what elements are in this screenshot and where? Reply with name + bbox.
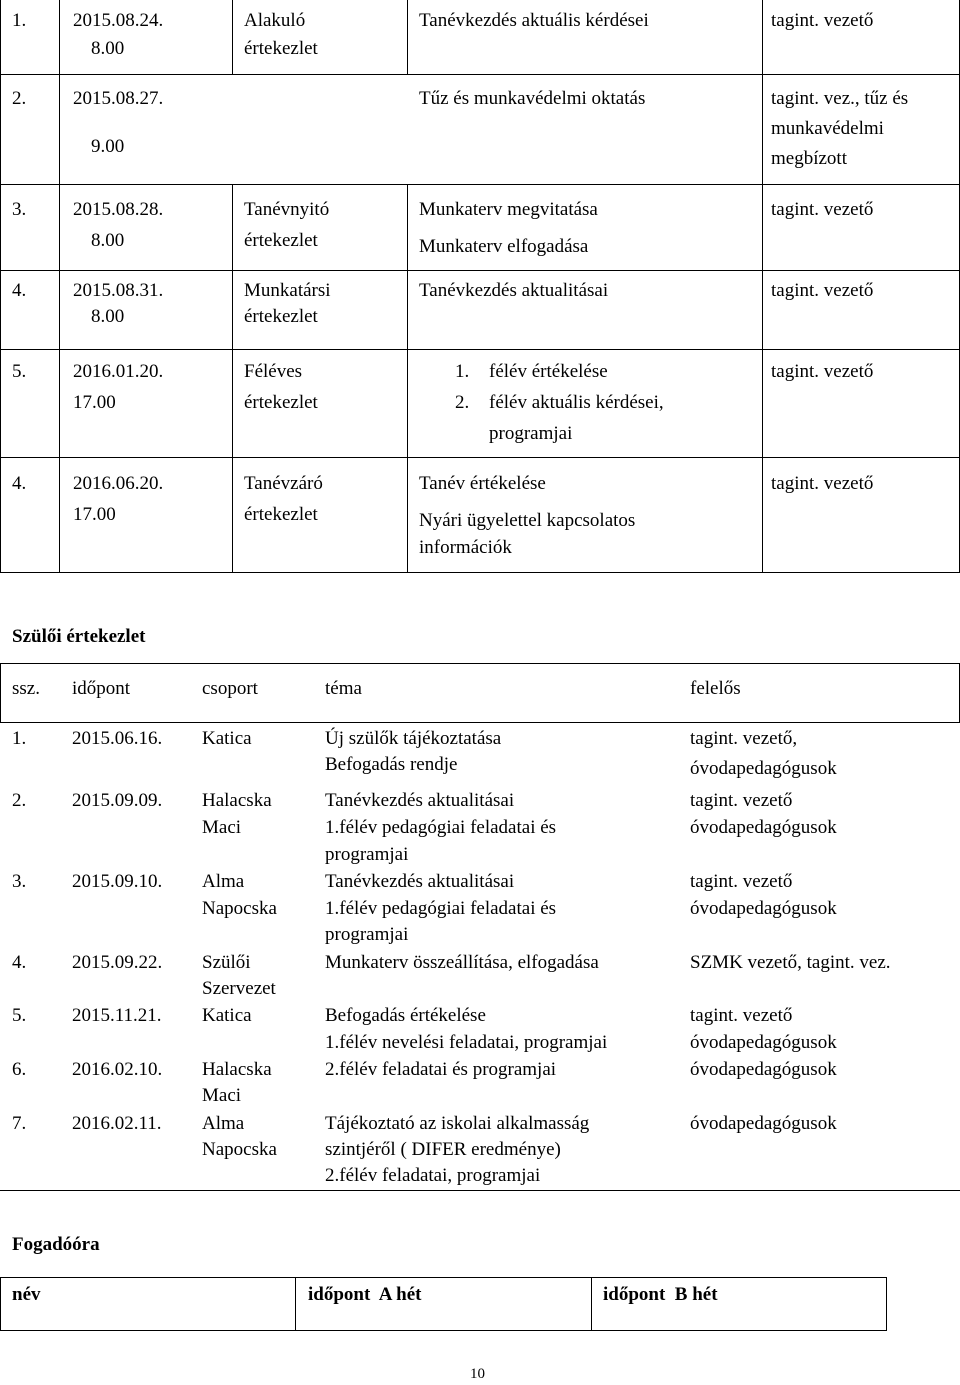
row-group: Napocska xyxy=(202,898,277,919)
meeting-topic: félév aktuális kérdései, xyxy=(489,392,664,413)
row-group: Halacska xyxy=(202,1059,272,1080)
row-number: 6. xyxy=(12,1059,27,1080)
row-number: 3. xyxy=(12,199,27,220)
row-responsible: tagint. vezető xyxy=(690,871,793,892)
row-responsible: óvodapedagógusok xyxy=(690,1059,837,1080)
row-date: 2016.02.10. xyxy=(72,1059,163,1080)
row-number: 5. xyxy=(12,1005,27,1026)
meeting-type: értekezlet xyxy=(244,392,318,413)
section-heading: Szülői értekezlet xyxy=(12,626,146,647)
row-topic: szintjéről ( DIFER eredménye) xyxy=(325,1139,561,1160)
meeting-type: Tanévnyitó xyxy=(244,199,330,220)
row-date: 2015.06.16. xyxy=(72,728,163,749)
meeting-topic: Munkaterv elfogadása xyxy=(419,236,589,257)
meeting-date: 2015.08.24. xyxy=(73,10,164,31)
meeting-topic: félév értékelése xyxy=(489,361,608,382)
row-responsible: óvodapedagógusok xyxy=(690,1032,837,1053)
topic-item-number: 2. xyxy=(455,392,470,413)
row-number: 3. xyxy=(12,871,27,892)
row-number: 4. xyxy=(12,473,27,494)
column-header-week-a: időpont A hét xyxy=(308,1284,422,1305)
meeting-responsible: tagint. vezető xyxy=(771,10,874,31)
meeting-responsible: tagint. vezető xyxy=(771,280,874,301)
meeting-type: Alakuló xyxy=(244,10,306,31)
row-topic: programjai xyxy=(325,924,409,945)
row-responsible: óvodapedagógusok xyxy=(690,817,837,838)
column-header-date: időpont xyxy=(72,678,131,699)
meeting-type: Tanévzáró xyxy=(244,473,323,494)
topic-item-number: 1. xyxy=(455,361,470,382)
row-topic: 1.félév pedagógiai feladatai és xyxy=(325,898,557,919)
column-header-number: ssz. xyxy=(12,678,40,699)
row-date: 2015.09.10. xyxy=(72,871,163,892)
row-group: Katica xyxy=(202,1005,252,1026)
row-group: Maci xyxy=(202,1085,242,1106)
meeting-time: 9.00 xyxy=(91,136,125,157)
row-responsible: óvodapedagógusok xyxy=(690,1113,837,1134)
row-topic: 1.félév pedagógiai feladatai és xyxy=(325,817,557,838)
row-topic: Tanévkezdés aktualitásai xyxy=(325,871,515,892)
row-number: 1. xyxy=(12,10,27,31)
meeting-date: 2016.06.20. xyxy=(73,473,164,494)
row-date: 2016.02.11. xyxy=(72,1113,162,1134)
row-group: Halacska xyxy=(202,790,272,811)
column-header-responsible: felelős xyxy=(690,678,741,699)
row-date: 2015.11.21. xyxy=(72,1005,162,1026)
row-number: 1. xyxy=(12,728,27,749)
row-topic: Munkaterv összeállítása, elfogadása xyxy=(325,952,599,973)
meeting-topic: programjai xyxy=(489,423,573,444)
meeting-time: 8.00 xyxy=(91,230,125,251)
page-number: 10 xyxy=(470,1366,485,1382)
meeting-topic: Tanévkezdés aktualitásai xyxy=(419,280,609,301)
row-responsible: óvodapedagógusok xyxy=(690,898,837,919)
meeting-type: értekezlet xyxy=(244,504,318,525)
section-heading: Fogadóóra xyxy=(12,1234,100,1255)
row-topic: Tájékoztató az iskolai alkalmasság xyxy=(325,1113,590,1134)
meeting-type: Féléves xyxy=(244,361,303,382)
row-group: Szervezet xyxy=(202,978,276,999)
row-responsible: tagint. vezető xyxy=(690,790,793,811)
row-topic: Befogadás értékelése xyxy=(325,1005,486,1026)
row-topic: Új szülők tájékoztatása xyxy=(325,728,502,749)
row-number: 2. xyxy=(12,88,27,109)
row-group: Szülői xyxy=(202,952,251,973)
row-responsible: tagint. vezető, xyxy=(690,728,798,749)
meeting-type: értekezlet xyxy=(244,230,318,251)
row-group: Alma xyxy=(202,1113,245,1134)
meeting-responsible: tagint. vezető xyxy=(771,199,874,220)
meeting-topic: Tűz és munkavédelmi oktatás xyxy=(419,88,646,109)
meeting-responsible: tagint. vezető xyxy=(771,473,874,494)
meeting-date: 2015.08.28. xyxy=(73,199,164,220)
row-number: 4. xyxy=(12,280,27,301)
row-topic: programjai xyxy=(325,844,409,865)
meeting-responsible: tagint. vezető xyxy=(771,361,874,382)
meeting-responsible: tagint. vez., tűz és xyxy=(771,88,909,109)
meeting-type: értekezlet xyxy=(244,306,318,327)
row-topic: 2.félév feladatai és programjai xyxy=(325,1059,557,1080)
meeting-topic: Nyári ügyelettel kapcsolatos xyxy=(419,510,636,531)
column-header-week-b: időpont B hét xyxy=(603,1284,718,1305)
row-responsible: SZMK vezető, tagint. vez. xyxy=(690,952,891,973)
row-responsible: óvodapedagógusok xyxy=(690,758,837,779)
column-header-name: név xyxy=(12,1284,41,1305)
meeting-responsible: megbízott xyxy=(771,148,847,169)
row-topic: 2.félév feladatai, programjai xyxy=(325,1165,541,1186)
meeting-time: 17.00 xyxy=(73,392,116,413)
meeting-topic: Tanév értékelése xyxy=(419,473,546,494)
row-number: 4. xyxy=(12,952,27,973)
row-number: 2. xyxy=(12,790,27,811)
meeting-time: 17.00 xyxy=(73,504,116,525)
meeting-topic: Tanévkezdés aktuális kérdései xyxy=(419,10,649,31)
row-topic: 1.félév nevelési feladatai, programjai xyxy=(325,1032,608,1053)
row-topic: Befogadás rendje xyxy=(325,754,458,775)
meeting-type: értekezlet xyxy=(244,38,318,59)
row-group: Alma xyxy=(202,871,245,892)
meeting-topic: Munkaterv megvitatása xyxy=(419,199,598,220)
meeting-responsible: munkavédelmi xyxy=(771,118,884,139)
row-group: Katica xyxy=(202,728,252,749)
column-header-group: csoport xyxy=(202,678,258,699)
meeting-date: 2016.01.20. xyxy=(73,361,164,382)
row-date: 2015.09.09. xyxy=(72,790,163,811)
row-responsible: tagint. vezető xyxy=(690,1005,793,1026)
row-group: Maci xyxy=(202,817,242,838)
meeting-date: 2015.08.31. xyxy=(73,280,164,301)
row-date: 2015.09.22. xyxy=(72,952,163,973)
column-header-topic: téma xyxy=(325,678,362,699)
meeting-time: 8.00 xyxy=(91,38,125,59)
meeting-time: 8.00 xyxy=(91,306,125,327)
meeting-date: 2015.08.27. xyxy=(73,88,164,109)
row-group: Napocska xyxy=(202,1139,277,1160)
row-number: 7. xyxy=(12,1113,27,1134)
row-topic: Tanévkezdés aktualitásai xyxy=(325,790,515,811)
meeting-type: Munkatársi xyxy=(244,280,331,301)
row-number: 5. xyxy=(12,361,27,382)
meeting-topic: információk xyxy=(419,537,512,558)
